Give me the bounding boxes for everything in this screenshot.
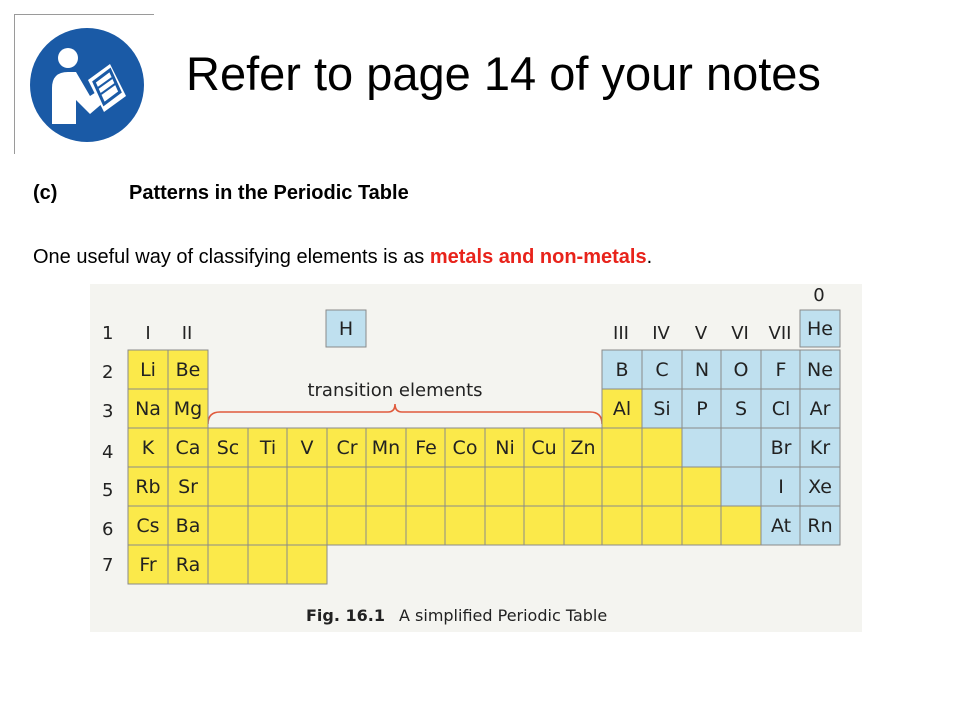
element-symbol: Ra xyxy=(175,554,201,576)
element-symbol: Cs xyxy=(136,515,160,537)
intro-after: . xyxy=(646,246,653,268)
element-symbol: Cu xyxy=(531,437,557,459)
element-cell-empty xyxy=(327,467,367,506)
element-symbol: Ar xyxy=(809,398,831,420)
element-symbol: Br xyxy=(770,437,792,459)
element-cell-empty xyxy=(642,467,682,506)
element-symbol: F xyxy=(775,359,787,381)
element-symbol: Fr xyxy=(139,554,157,576)
element-cell-empty xyxy=(287,506,327,545)
element-symbol: Sr xyxy=(178,476,198,498)
element-cell-empty xyxy=(366,467,406,506)
intro-before: One useful way of classifying elements is as xyxy=(33,246,430,268)
element-symbol: Mg xyxy=(173,398,203,420)
element-symbol: S xyxy=(734,398,748,420)
element-cell-empty xyxy=(564,467,602,506)
intro-highlight: metals and non-metals xyxy=(429,246,647,268)
element-cell-empty xyxy=(248,506,288,545)
period-label: 2 xyxy=(102,362,114,383)
element-cell-empty xyxy=(721,467,761,506)
element-symbol: Sc xyxy=(216,437,240,459)
element-symbol: Al xyxy=(612,398,632,420)
period-label: 3 xyxy=(102,401,114,422)
element-cell-empty xyxy=(602,506,642,545)
element-symbol: Be xyxy=(175,359,201,381)
group-label: 0 xyxy=(813,285,825,306)
caption-text: A simplified Periodic Table xyxy=(399,606,608,625)
element-cell-empty xyxy=(208,506,248,545)
period-label: 6 xyxy=(102,519,114,540)
section-title: Patterns in the Periodic Table xyxy=(129,182,409,204)
group-label: II xyxy=(181,323,193,344)
group-label: IV xyxy=(652,323,670,344)
element-cell-empty xyxy=(642,428,682,467)
element-cell-empty xyxy=(721,428,761,467)
element-cell-empty xyxy=(682,506,722,545)
group-label: III xyxy=(613,323,629,344)
element-symbol: Rb xyxy=(135,476,161,498)
section-heading xyxy=(33,182,409,205)
element-symbol: O xyxy=(733,359,749,381)
element-symbol: Ba xyxy=(175,515,201,537)
element-cell-empty xyxy=(287,545,327,584)
element-cell-empty xyxy=(248,467,288,506)
period-label: 4 xyxy=(102,442,114,463)
group-label: I xyxy=(145,323,151,344)
page-title: Refer to page 14 of your notes xyxy=(186,47,821,100)
element-symbol: Ca xyxy=(175,437,201,459)
element-symbol: V xyxy=(300,437,314,459)
element-cell-empty xyxy=(524,506,564,545)
element-symbol: P xyxy=(696,398,708,420)
read-manual-icon xyxy=(28,26,146,144)
element-cell-empty xyxy=(248,545,288,584)
element-symbol: Cr xyxy=(336,437,358,459)
element-symbol: Na xyxy=(135,398,161,420)
element-cell-empty xyxy=(602,467,642,506)
element-symbol: Fe xyxy=(415,437,437,459)
element-cell-empty xyxy=(682,428,722,467)
element-symbol: He xyxy=(807,318,833,340)
element-cell-empty xyxy=(721,506,761,545)
element-cell-empty xyxy=(406,506,446,545)
element-symbol: I xyxy=(778,476,784,498)
element-cell-empty xyxy=(524,467,564,506)
element-symbol: Ni xyxy=(495,437,515,459)
element-symbol: Xe xyxy=(808,476,832,498)
element-symbol: B xyxy=(615,359,629,381)
element-symbol: Kr xyxy=(809,437,831,459)
element-cell-empty xyxy=(602,428,642,467)
caption-number: Fig. 16.1 xyxy=(306,606,385,625)
group-label: V xyxy=(694,323,708,344)
transition-brace xyxy=(208,404,602,424)
element-cell-empty xyxy=(366,506,406,545)
element-symbol: At xyxy=(770,515,792,537)
element-cell-empty xyxy=(682,467,722,506)
periodic-table xyxy=(90,284,862,632)
section-number: (c) xyxy=(33,182,58,204)
period-label: 1 xyxy=(102,323,114,344)
group-label: VII xyxy=(768,323,792,344)
element-cell-empty xyxy=(327,506,367,545)
element-symbol: Li xyxy=(140,359,156,381)
element-symbol: Zn xyxy=(570,437,596,459)
element-cell-empty xyxy=(208,545,248,584)
element-symbol: Cl xyxy=(771,398,791,420)
element-symbol: Si xyxy=(653,398,671,420)
element-cell-empty xyxy=(406,467,446,506)
element-cell-empty xyxy=(642,506,682,545)
period-label: 5 xyxy=(102,480,114,501)
group-label: VI xyxy=(731,323,749,344)
intro-text xyxy=(33,246,652,269)
element-symbol: Ti xyxy=(259,437,277,459)
element-symbol: Ne xyxy=(807,359,833,381)
element-symbol: K xyxy=(141,437,155,459)
element-cell-empty xyxy=(485,506,525,545)
element-symbol: C xyxy=(655,359,669,381)
element-symbol: Mn xyxy=(371,437,401,459)
periodic-table-figure xyxy=(90,284,862,632)
element-cell-empty xyxy=(445,506,485,545)
element-symbol: Co xyxy=(452,437,478,459)
figure-caption xyxy=(306,606,607,625)
element-symbol: H xyxy=(338,318,354,340)
element-cell-empty xyxy=(287,467,327,506)
element-symbol: N xyxy=(694,359,710,381)
element-symbol: Rn xyxy=(807,515,833,537)
element-cell-empty xyxy=(208,467,248,506)
transition-label: transition elements xyxy=(307,380,483,401)
element-cell-empty xyxy=(445,467,485,506)
element-cell-empty xyxy=(485,467,525,506)
period-label: 7 xyxy=(102,555,114,576)
element-cell-empty xyxy=(564,506,602,545)
